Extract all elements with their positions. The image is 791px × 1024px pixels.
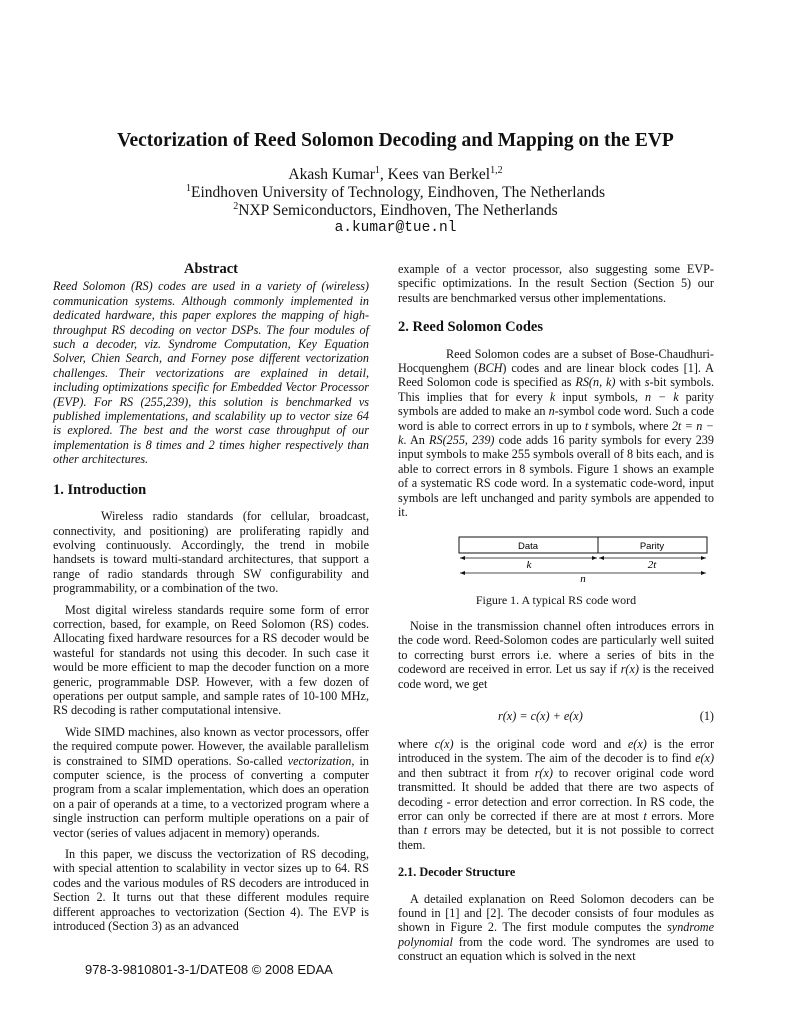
left-column bbox=[53, 262, 369, 933]
abstract-text: Reed Solomon (RS) codes are used in a variety of (wireless) communication systems. Although commonly implemented in dedicated hardware, this paper explores the mapping of high-throughput RS decoding on vector DSPs. The four modules of such a decoder, viz. Syndrome Computation, Key Equation Solver, Chien Search, and Forney pose different vectorization challenges. Their vectorizations are explained in detail, including optimizations specific for Embedded Vector Processor (EVP). For RS (255,239), this solution is benchmarked vs published implementations, and scalability up to vector size 64 is explored. The best and the worst case throughput of our implementation is 8 times and 2 times higher respectively than other architectures. bbox=[53, 279, 369, 467]
equation-1 bbox=[398, 709, 714, 727]
section-heading-introduction: 1. Introduction bbox=[53, 481, 147, 498]
arrow-head bbox=[460, 571, 465, 575]
body-paragraph: A detailed explanation on Reed Solomon decoders can be found in [1] and [2]. The decoder consists of four modules as shown in Figure 2. The first module computes the syndrome polynomial from the code word. The syndromes are used to construct an equation which is solved in the next bbox=[398, 891, 714, 964]
copyright-footer: 978-3-9810801-3-1/DATE08 © 2008 EDAA bbox=[85, 962, 333, 977]
intro-continuation: example of a vector processor, also suggesting some EVP-specific optimizations. In the result Section (Section 5) our results are benchmarked versus other implementations. bbox=[398, 262, 714, 305]
figure-1 bbox=[398, 536, 714, 586]
body-paragraph: Noise in the transmission channel often introduces errors in the code word. Reed-Solomon codes are particularly well suited to correcting burst errors i.e. where a series of bits in the codeword are received in error. Let us say if r(x) is the received code word, we get bbox=[398, 618, 714, 691]
author-affil-mark: 1,2 bbox=[490, 165, 503, 176]
author-name: , Kees van Berkel bbox=[379, 166, 491, 183]
intro-paragraph: Wide SIMD machines, also known as vector processors, offer the required compute power. However, the available parallelism is constrained to SIMD operations. So-called vectorization, in computer science, is the process of converting a computer program from a scalar implementation, which does an operation on a pair of operands at a time, to a vectorized program where a single instruction can perform multiple operations on a pair of vector (series of values adjacent in memory) operands. bbox=[53, 724, 369, 840]
figure-caption: Figure 1. A typical RS code word bbox=[475, 592, 637, 607]
arrow-head bbox=[592, 556, 597, 560]
author-affil-mark: 1 bbox=[374, 165, 380, 176]
arrow-head bbox=[460, 556, 465, 560]
paper-title: Vectorization of Reed Solomon Decoding and Mapping on the EVP bbox=[117, 130, 674, 151]
codeword-box bbox=[459, 537, 707, 553]
body-paragraph: where c(x) is the original code word and e(x) is the error introduced in the system. The aim of the decoder is to find e(x) and then subtract it from r(x) to recover original code word transmitted. It should be added that there are two aspects of decoding - error detection and error correction. In RS code, the error can only be corrected if there are at most t errors. More than t errors may be detected, but it is not possible to correct them. bbox=[398, 736, 714, 852]
affiliation-line bbox=[0, 184, 791, 202]
affiliation-line bbox=[0, 202, 791, 220]
affil-mark: 1 bbox=[185, 183, 191, 194]
section-heading-reed-solomon: 2. Reed Solomon Codes bbox=[398, 319, 544, 336]
authors-line bbox=[0, 166, 791, 184]
author-name: Akash Kumar bbox=[288, 166, 375, 183]
arrow-head bbox=[701, 556, 706, 560]
parity-label: Parity bbox=[639, 540, 665, 552]
affil-mark: 2 bbox=[233, 201, 239, 212]
abstract-heading: Abstract bbox=[184, 261, 238, 277]
intro-paragraph: In this paper, we discuss the vectorization of RS decoding, with special attention to scalability in vector sizes up to 64. RS codes and the various modules of RS decoders are introduced in Section 2. It turns out that these different modules require different approaches to vectorization (Section 4). The EVP is introduced (Section 3) as an advanced bbox=[53, 847, 369, 934]
affiliation-text: NXP Semiconductors, Eindhoven, The Netherlands bbox=[238, 202, 558, 219]
arrow-head bbox=[701, 571, 706, 575]
author-email: a.kumar@tue.nl bbox=[334, 220, 457, 236]
2t-label: 2t bbox=[647, 558, 657, 571]
intro-paragraph: Most digital wireless standards require some form of error correction, based, for example, on Reed Solomon (RS) codes. Allocating fixed hardware resources for a RS decoder would be wasteful for standards not using this decoder. In such case it would be more efficient to map the decoder function on a more generic, programmable DSP. However, with a few dozen of operations per output sample, and sample rates of 10-100 MHz, RS decoding is rather computational intensive. bbox=[53, 602, 369, 718]
right-column bbox=[398, 262, 714, 964]
rs-codeword-diagram bbox=[398, 536, 714, 586]
arrow-head bbox=[599, 556, 604, 560]
affiliation-text: Eindhoven University of Technology, Eindhoven, The Netherlands bbox=[190, 184, 606, 201]
data-label: Data bbox=[517, 540, 539, 552]
n-label: n bbox=[580, 572, 586, 585]
equation-number: (1) bbox=[699, 708, 714, 723]
k-label: k bbox=[526, 558, 532, 571]
equation-body: r(x) = c(x) + e(x) bbox=[498, 708, 583, 723]
subsection-heading: 2.1. Decoder Structure bbox=[398, 865, 516, 880]
intro-paragraph: Wireless radio standards (for cellular, broadcast, connectivity, and positioning) are proliferating rapidly and evolving continuously. Accordingly, the trend in mobile handsets is toward multi-standard architectures, that support a range of radio standards through SW configurability and programmability, or a combination of the two. bbox=[53, 509, 369, 596]
body-paragraph: Reed Solomon codes are a subset of Bose-Chaudhuri-Hocquenghem (BCH) codes and are linear block codes [1]. A Reed Solomon code is specified as RS(n, k) with s-bit symbols. This implies that for every k input symbols, n − k parity symbols are added to make an n-symbol code word. Such a code word is able to correct errors in up to t symbols, where 2t = n − k. An RS(255, 239) code adds 16 parity symbols for every 239 input symbols to make 255 symbols overall of 8 bits each, and is able to correct errors in 8 symbols. Figure 1 shows an example of a systematic RS code word. In a systematic code-word, input symbols are left unchanged and parity symbols are appended to it. bbox=[398, 346, 714, 520]
